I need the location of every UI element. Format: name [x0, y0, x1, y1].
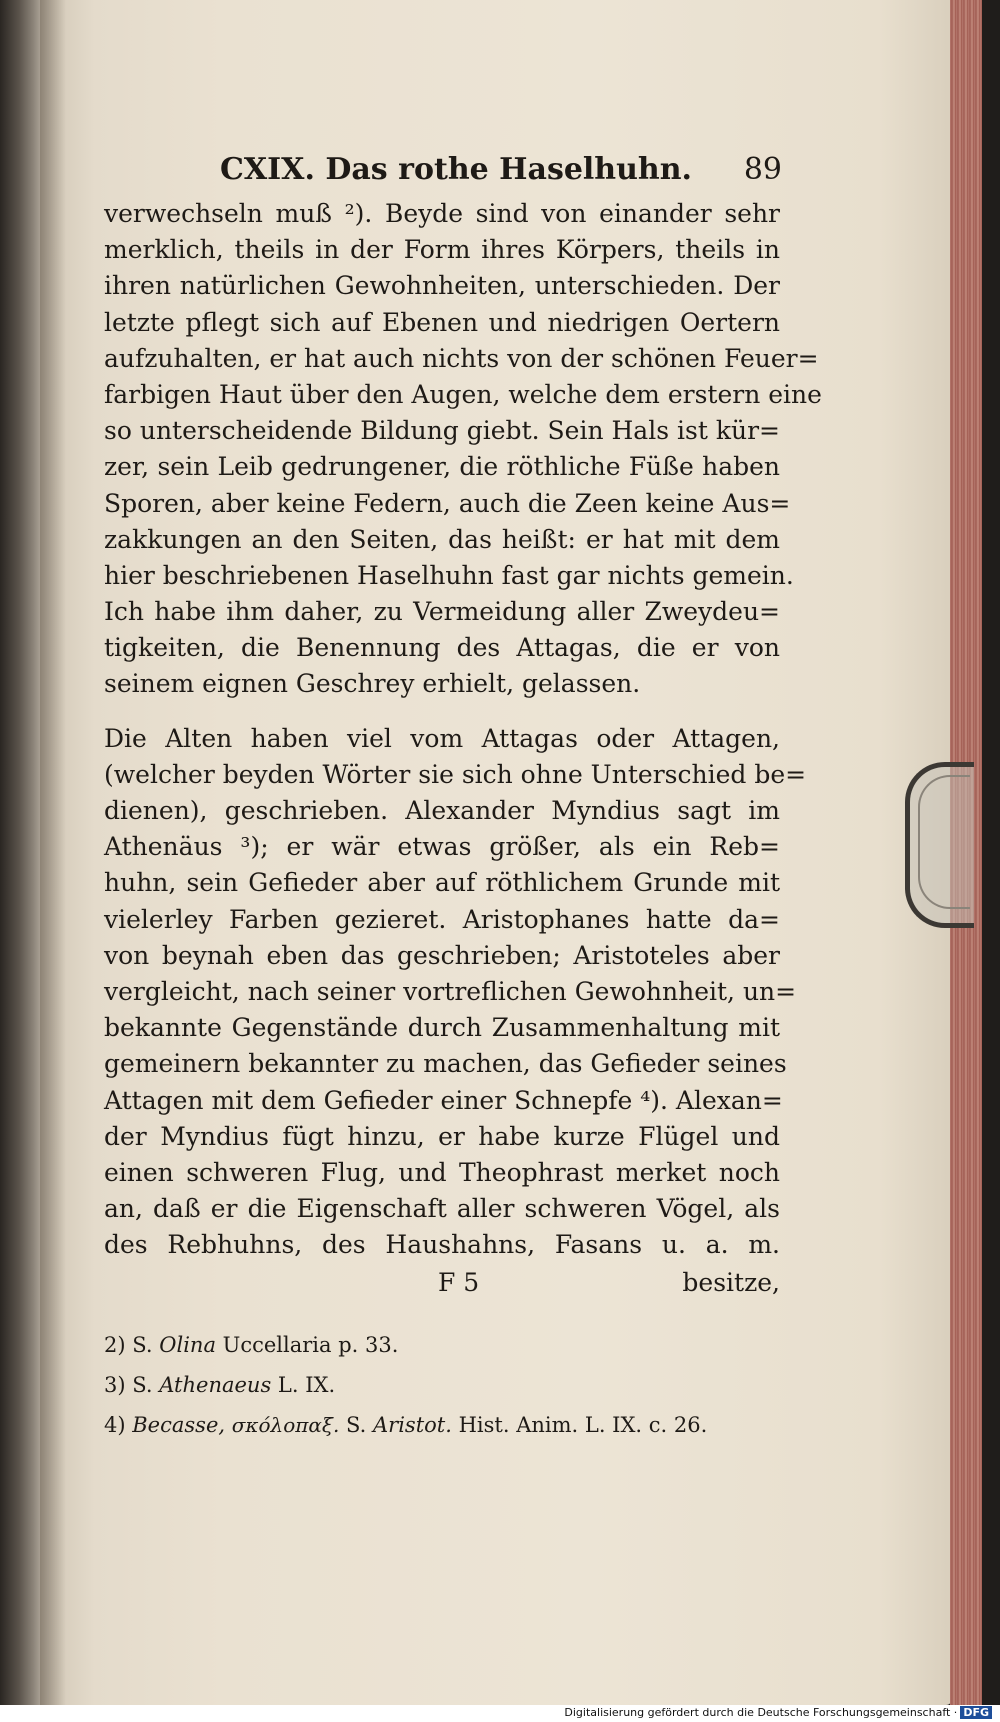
text-line: Athenäus ³); er wär etwas größer, als ein Reb= — [104, 832, 780, 862]
footnote-greek: σκόλοπαξ. — [231, 1413, 340, 1438]
text-line: zer, sein Leib gedrungener, die röthliche Füße haben — [104, 452, 780, 482]
text-line: letzte pflegt sich auf Ebenen und niedrigen Oertern — [104, 307, 780, 337]
footnote-2 — [104, 1325, 780, 1365]
paragraph-2 — [104, 721, 807, 1264]
text-line: an, daß er die Eigenschaft aller schweren Vögel, als — [104, 1194, 780, 1224]
text-line: aufzuhalten, er hat auch nichts von der schönen Feuer= — [104, 343, 819, 373]
digitization-credit — [564, 1706, 992, 1719]
text-line: der Myndius fügt hinzu, er habe kurze Flügel und — [104, 1121, 780, 1151]
text-line: dienen), geschrieben. Alexander Myndius sagt im — [104, 796, 780, 825]
chapter-title: CXIX. Das rothe Haselhuhn. — [220, 152, 693, 187]
text-line: einen schweren Flug, und Theophrast merket noch — [104, 1157, 780, 1187]
footnote-reference: Hist. Anim. L. IX. c. 26. — [458, 1413, 708, 1438]
paragraph-gap — [104, 703, 780, 721]
running-header — [104, 150, 780, 196]
paragraph-1 — [104, 196, 822, 703]
footnote-reference: L. IX. — [277, 1373, 336, 1398]
footnote-author: Athenaeus — [159, 1373, 272, 1398]
text-line: tigkeiten, die Benennung des Attagas, die er von — [104, 633, 780, 663]
text-line: farbigen Haut über den Augen, welche dem erstern eine — [104, 379, 822, 409]
footnote-4 — [104, 1405, 780, 1445]
dfg-logo: DFG — [960, 1706, 992, 1719]
footnote-abbr: S. — [346, 1413, 367, 1438]
footnote-author: Aristot. — [373, 1413, 452, 1438]
text-line: von beynah eben das geschrieben; Aristoteles aber — [104, 940, 780, 970]
text-line: Die Alten haben viel vom Attagas oder Attagen, — [104, 723, 780, 753]
text-line: (welcher beyden Wörter sie sich ohne Unterschied be= — [104, 759, 807, 789]
text-line: merklich, theils in der Form ihres Körpers, theils in — [104, 235, 780, 265]
signature-line — [104, 1263, 780, 1307]
footnote-abbr: S. — [132, 1333, 153, 1358]
text-line: so unterscheidende Bildung giebt. Sein Hals ist kür= — [104, 416, 780, 446]
footnote-3 — [104, 1365, 780, 1405]
text-line: verwechseln muß ²). Beyde sind von einander sehr — [104, 199, 780, 228]
text-line: huhn, sein Gefieder aber auf röthlichem Grunde mit — [104, 868, 780, 898]
text-line: hier beschriebenen Haselhuhn fast gar nichts gemein. — [104, 560, 794, 590]
page-number: 89 — [743, 152, 782, 187]
text-line: zakkungen an den Seiten, das heißt: er hat mit dem — [104, 524, 780, 554]
text-line: bekannte Gegenstände durch Zusammenhaltung mit — [104, 1013, 780, 1043]
footnote-number: 3) — [104, 1373, 126, 1398]
page-text-block — [104, 150, 822, 1445]
footnote-abbr: S. — [132, 1373, 153, 1398]
gutter-shadow — [40, 0, 66, 1705]
text-line: Ich habe ihm daher, zu Vermeidung aller Zweydeu= — [104, 597, 780, 627]
text-line: vergleicht, nach seiner vortreflichen Gewohnheit, un= — [104, 976, 797, 1006]
signature-mark: F 5 — [438, 1268, 480, 1298]
text-line: des Rebhuhns, des Haushahns, Fasans u. a. m. — [104, 1230, 780, 1260]
text-line: vielerley Farben gezieret. Aristophanes hatte da= — [104, 904, 780, 934]
footnotes — [104, 1325, 780, 1445]
text-line: ihren natürlichen Gewohnheiten, unterschieden. Der — [104, 271, 780, 301]
clip-holder-inner — [918, 775, 970, 909]
footnote-author: Olina — [159, 1333, 216, 1358]
footnote-number: 4) — [104, 1413, 126, 1438]
text-line: Sporen, aber keine Federn, auch die Zeen keine Aus= — [104, 488, 791, 518]
footnote-reference: Uccellaria p. 33. — [222, 1333, 399, 1358]
text-line: gemeinern bekannter zu machen, das Gefieder seines — [104, 1049, 787, 1079]
text-line: Attagen mit dem Gefieder einer Schnepfe ⁴). Alexan= — [104, 1085, 783, 1115]
credit-text: Digitalisierung gefördert durch die Deutsche Forschungsgemeinschaft · — [564, 1706, 958, 1719]
footnote-number: 2) — [104, 1333, 126, 1358]
footnote-lead: Becasse, — [132, 1413, 226, 1438]
catchword: besitze, — [682, 1268, 780, 1298]
text-line: seinem eignen Geschrey erhielt, gelassen. — [104, 669, 641, 699]
